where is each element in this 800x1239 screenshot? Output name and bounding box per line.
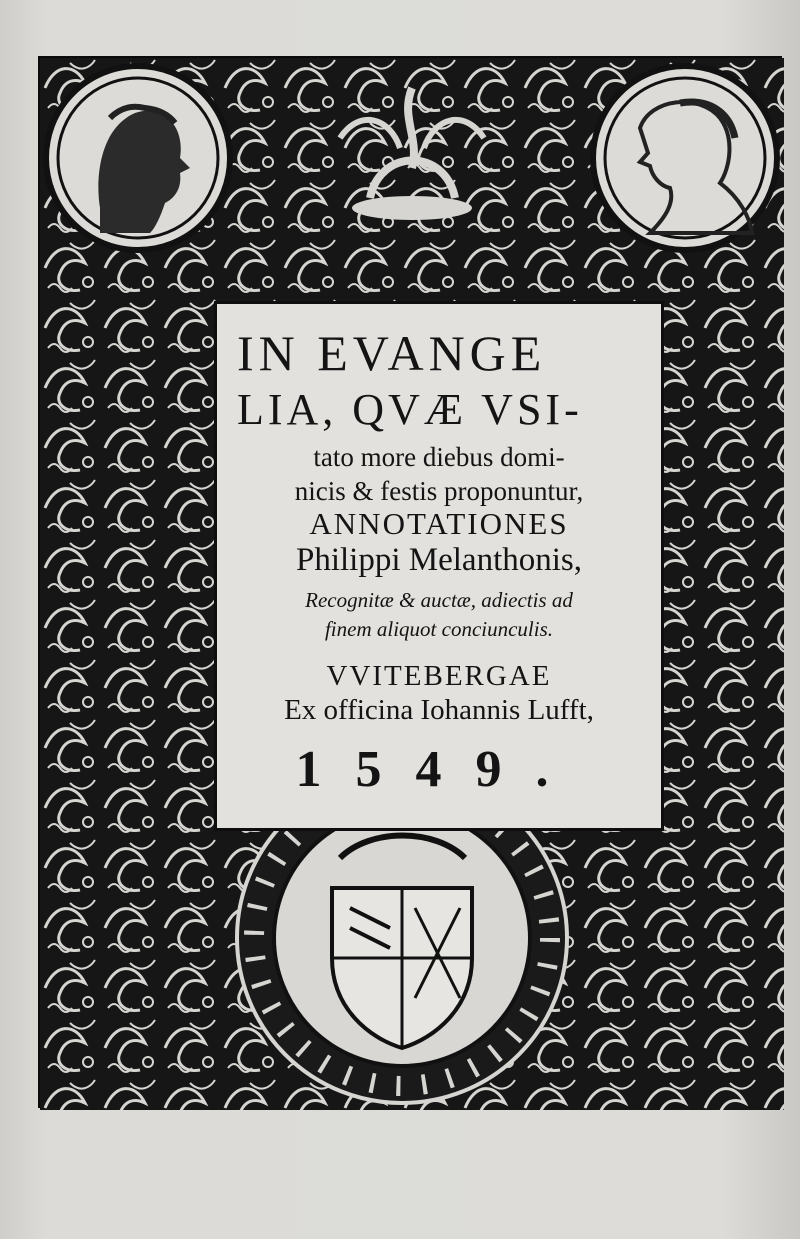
woman-medallion-icon bbox=[593, 66, 777, 250]
woodcut-border bbox=[38, 56, 782, 1108]
author-line: Philippi Melanthonis, bbox=[295, 542, 582, 578]
title-line-1: IN EVANGE bbox=[237, 325, 547, 381]
subtitle-line-2: nicis & festis proponuntur, bbox=[294, 476, 584, 506]
annotationes-heading: ANNOTATIONES bbox=[309, 506, 569, 541]
title-panel bbox=[214, 301, 664, 831]
subtitle-line-1: tato more diebus domi- bbox=[313, 442, 565, 472]
publication-year: 1549. bbox=[295, 741, 583, 798]
title-line-2: LIA, QVÆ VSI- bbox=[237, 385, 583, 434]
imprint-city: VVITEBERGAE bbox=[326, 660, 552, 692]
laureate-man-medallion-icon bbox=[46, 66, 230, 250]
imprint-printer: Ex officina Iohannis Lufft, bbox=[284, 694, 594, 726]
edition-note-line-1: Recognitæ & auctæ, adiectis ad bbox=[305, 588, 573, 612]
edition-note-line-2: finem aliquot conciunculis. bbox=[324, 617, 554, 641]
